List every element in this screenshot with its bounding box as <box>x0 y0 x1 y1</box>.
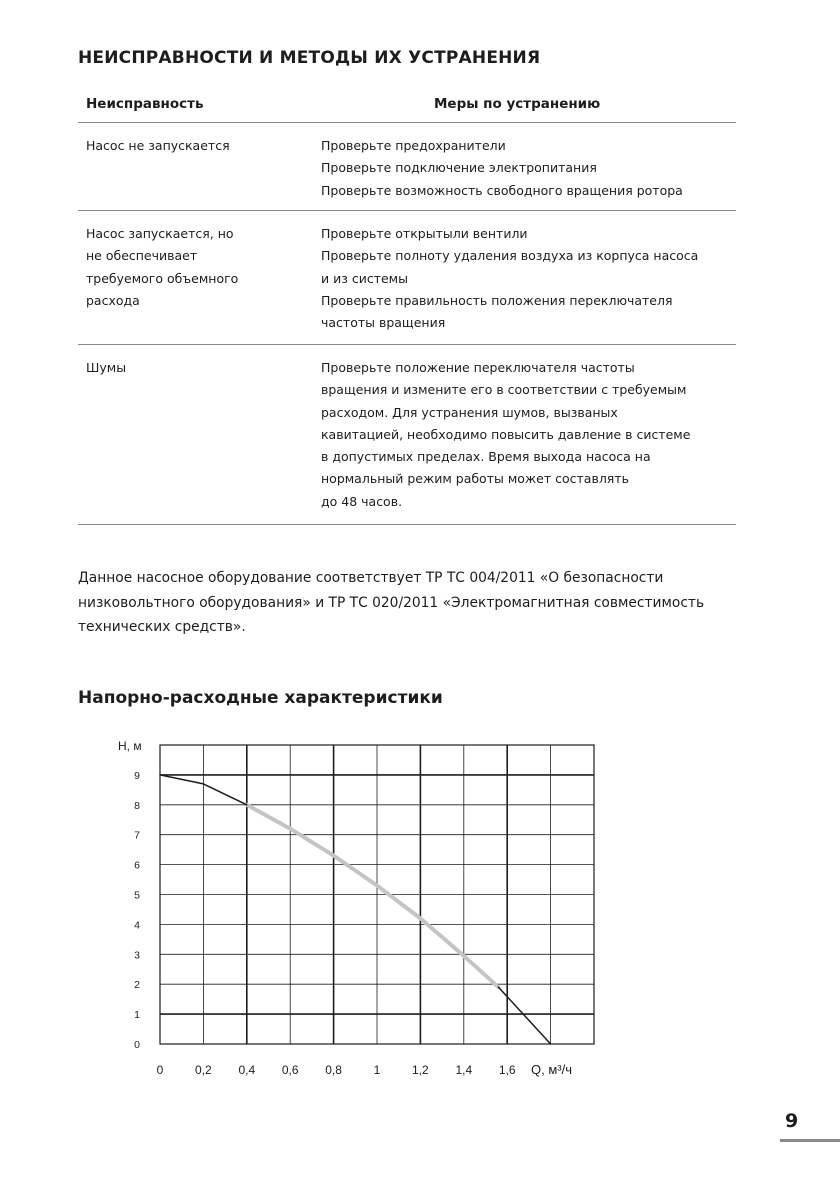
measure-text: частоты вращения <box>321 315 446 331</box>
measure-text: Проверьте предохранители <box>321 138 506 153</box>
table-row <box>78 211 736 345</box>
table-header <box>78 88 736 123</box>
measure-text: нормальный режим работы может составлять <box>321 471 629 487</box>
table-row <box>78 345 736 525</box>
y-tick-label: 6 <box>134 859 140 872</box>
column-header-fault: Неисправность <box>86 96 204 112</box>
y-tick-label: 9 <box>134 769 140 782</box>
measure-text: расходом. Для устранения шумов, вызваных <box>321 404 618 420</box>
measure-text: Проверьте правильность положения переключателя <box>321 292 673 308</box>
fault-text: расхода <box>86 292 140 308</box>
fault-cell <box>86 357 306 379</box>
y-axis-ticks <box>134 770 140 1051</box>
x-tick-label: 0,8 <box>325 1063 342 1077</box>
y-tick-label: 2 <box>134 979 140 992</box>
series-line-outer-range <box>160 775 551 1044</box>
x-axis-ticks <box>157 1063 516 1077</box>
fault-text: требуемого объемного <box>86 270 239 286</box>
measure-text: Проверьте положение переключателя частоты <box>321 360 635 375</box>
y-tick-label: 1 <box>134 1009 140 1022</box>
measure-text: вращения и измените его в соответствии с требуемым <box>321 382 687 398</box>
measure-text: Проверьте открытыли вентили <box>321 226 528 241</box>
section-title: НЕИСПРАВНОСТИ И МЕТОДЫ ИХ УСТРАНЕНИЯ <box>78 48 541 68</box>
measure-text: в допустимых пределах. Время выхода насоса на <box>321 449 651 465</box>
y-tick-label: 5 <box>134 889 140 902</box>
measure-text: до 48 часов. <box>321 493 403 509</box>
measure-text: кавитацией, необходимо повысить давление в системе <box>321 426 691 442</box>
x-tick-label: 1,2 <box>412 1063 429 1077</box>
fault-text: Шумы <box>86 360 127 375</box>
x-tick-label: 1,4 <box>455 1063 473 1077</box>
measure-text: и из системы <box>321 270 408 286</box>
compliance-line: технических средств». <box>78 619 246 635</box>
page-number-rule <box>780 1139 840 1142</box>
y-tick-label: 4 <box>134 919 140 932</box>
x-tick-label: 0,4 <box>238 1063 256 1077</box>
series-line-working-range <box>247 805 499 987</box>
x-tick-label: 1 <box>373 1063 381 1077</box>
y-tick-label: 8 <box>134 799 140 812</box>
y-axis-label: H, м <box>118 739 142 753</box>
table-row <box>78 123 736 211</box>
compliance-paragraph <box>78 566 758 640</box>
compliance-line: Данное насосное оборудование соответствует ТР ТС 004/2011 «О безопасности <box>78 570 664 586</box>
page-number: 9 <box>785 1110 799 1132</box>
fault-cell <box>86 223 306 312</box>
x-tick-label: 0,2 <box>195 1063 212 1077</box>
pump-curve-chart <box>0 730 840 1100</box>
chart-series <box>160 775 551 1044</box>
measures-cell <box>321 135 731 202</box>
y-tick-label: 7 <box>134 829 140 842</box>
x-tick-label: 0 <box>156 1063 164 1077</box>
x-tick-label: 1,6 <box>498 1063 516 1077</box>
measures-cell <box>321 357 731 513</box>
measure-text: Проверьте подключение электропитания <box>321 160 597 176</box>
measure-text: Проверьте полноту удаления воздуха из корпуса насоса <box>321 248 699 264</box>
x-axis-label: Q, м³/ч <box>531 1062 572 1077</box>
measure-text: Проверьте возможность свободного вращения ротора <box>321 182 683 198</box>
chart-section-title: Напорно-расходные характеристики <box>78 688 443 708</box>
fault-text: Насос запускается, но <box>86 226 234 241</box>
measures-cell <box>321 223 731 334</box>
x-tick-label: 0,6 <box>281 1063 299 1077</box>
chart-grid <box>160 745 594 1044</box>
fault-cell <box>86 135 306 157</box>
troubleshooting-table <box>78 88 736 525</box>
y-tick-label: 3 <box>134 949 140 962</box>
compliance-line: низковольтного оборудования» и ТР ТС 020/2011 «Электромагнитная совместимость <box>78 594 705 611</box>
fault-text: не обеспечивает <box>86 248 198 264</box>
fault-text: Насос не запускается <box>86 138 230 153</box>
y-tick-label: 0 <box>134 1039 140 1051</box>
column-header-measures: Меры по устранению <box>434 96 601 112</box>
